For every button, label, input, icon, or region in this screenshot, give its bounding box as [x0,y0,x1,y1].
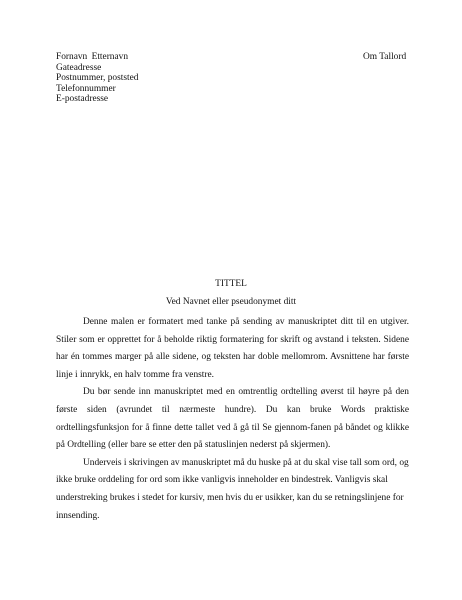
manuscript-byline: Ved Navnet eller pseudonymet ditt [165,297,297,307]
body-paragraph: Du bør sende inn manuskriptet med en omtrentlig ordtelling øverst til høyre på den første siden (avrundet til nærmeste hundre). Du kan bruke Words praktiske ordtellingsfunksjon for å finne dette tallet ved å gå til Se gjennom-fanen på båndet og klikke på Ordtelling (eller bare se etter den på statuslinjen nederst på skjermen). [56,387,409,451]
body-paragraph: Underveis i skrivingen av manuskriptet må du huske på at du skal vise tall som ord, og ikke bruke orddeling for ord som ikke vanligvis inneholder en bindestrek. Vanligvis skal understreking brukes i stedet for kursiv, men hvis du er usikker, kan du se retningslinjene for innsending. [56,457,409,521]
manuscript-title: TITTEL [215,279,247,289]
postal-code-city: Postnummer, poststed [56,73,139,84]
phone-number: Telefonnummer [56,83,116,94]
email-address: E-postadresse [56,94,109,105]
manuscript-body [56,314,409,525]
body-paragraph: Denne malen er formatert med tanke på sending av manuskriptet ditt til en utgiver. Stiler som er opprettet for å beholde riktig formatering for skrift og avstand i teksten. Sidene har én tommes marger på alle sidene, og teksten har doble mellomrom. Avsnittene har første linje i innrykk, en halv tomme fra venstre. [56,317,409,380]
author-contact-block [56,52,138,105]
word-count: Om Tallord [363,52,407,62]
author-name: Fornavn Etternavn [56,52,129,62]
street-address: Gateadresse [56,62,102,73]
